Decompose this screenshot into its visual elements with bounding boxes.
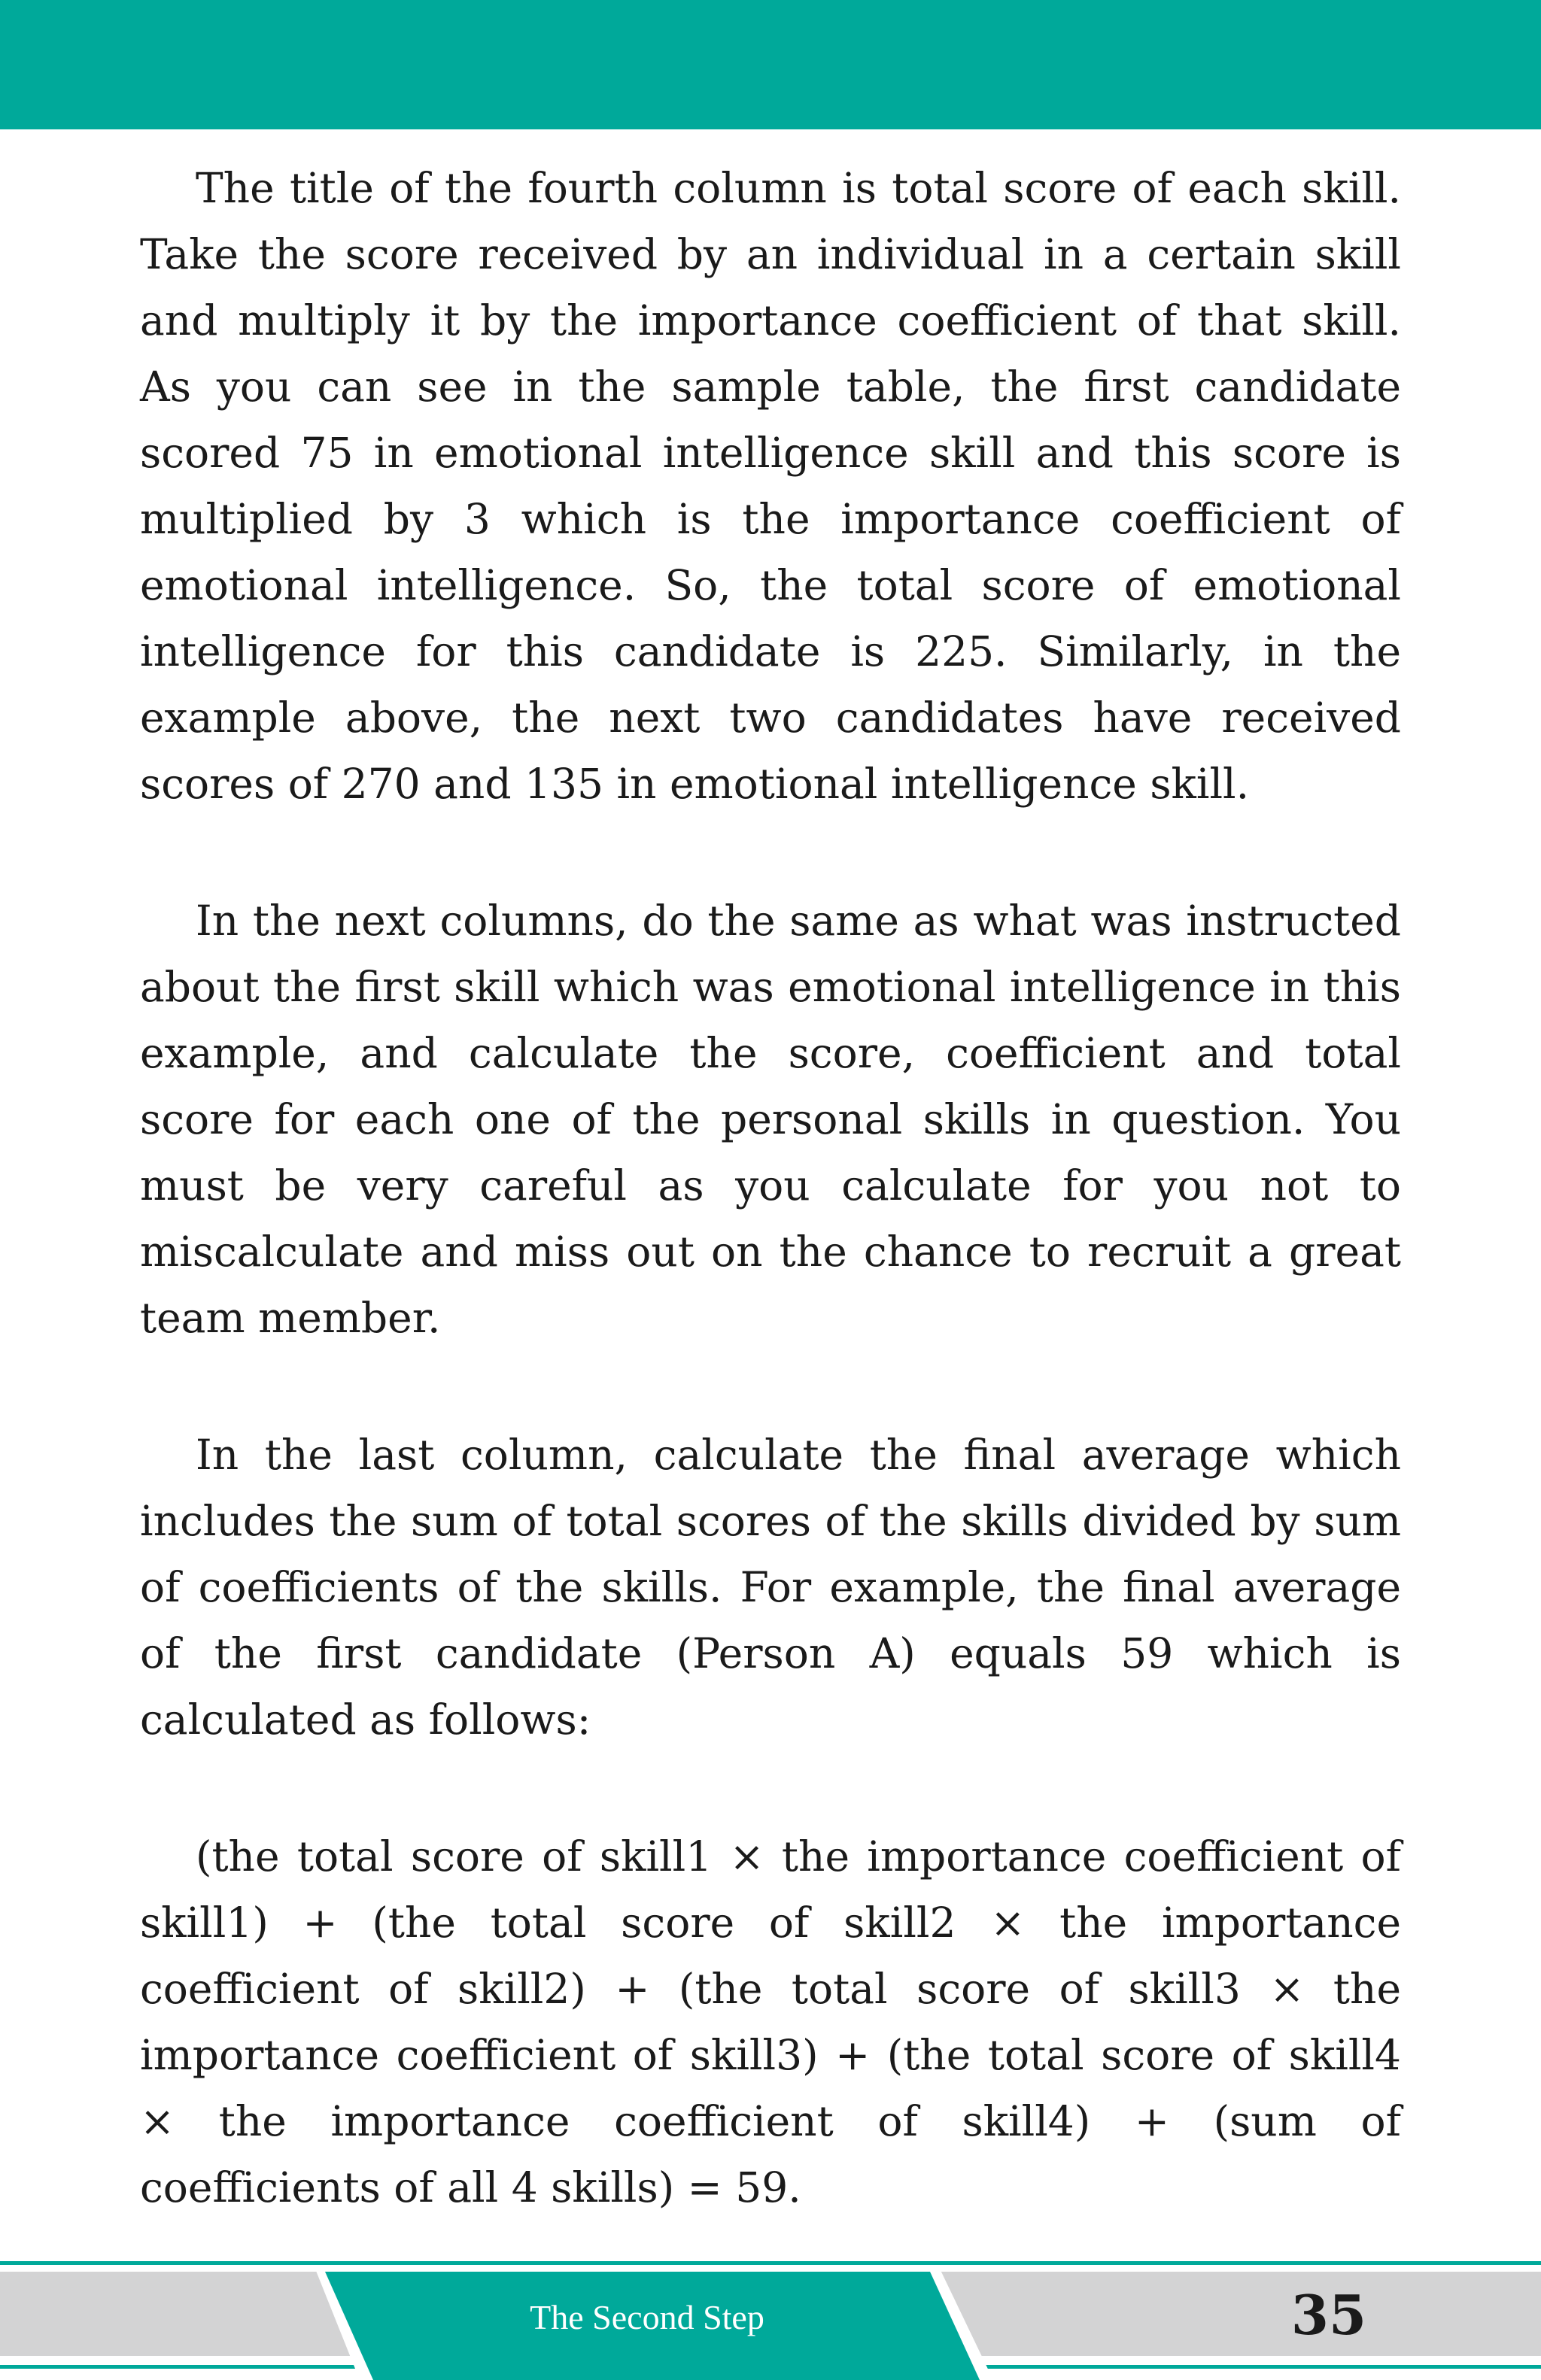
- page-body: [140, 155, 1401, 2291]
- paragraph-total-score: The title of the fourth column is total score of each skill. Take the score received by an individual in a certain skill and multiply it by the importance coefficient of that skill. As you can see in the sample table, the first candidate scored 75 in emotional intelligence skill and this score is multiplied by 3 which is the importance coefficient of emotional intelligence. So, the total score of emotional intelligence for this candidate is 225. Similarly, in the example above, the next two candidates have received scores of 270 and 135 in emotional intelligence skill.: [140, 164, 1401, 808]
- footer-section-title: The Second Step: [530, 2298, 764, 2336]
- footer-line-top: [0, 2261, 1541, 2265]
- paragraph-formula: (the total score of skill1 × the importance coefficient of skill1) + (the total score of skill2 × the importance coefficient of skill2) + (the total score of skill3 × the importance coefficient of skill3) + (the total score of skill4 × the importance coefficient of skill4) + (sum of coefficients of all 4 skills) = 59.: [140, 1832, 1401, 2212]
- page-number: 35: [1290, 2283, 1367, 2347]
- paragraph-last-column: In the last column, calculate the final average which includes the sum of total scores of the skills divided by sum of coefficients of the skills. For example, the final average of the first candidate (Person A) equals 59 which is calculated as follows:: [140, 1431, 1401, 1744]
- header-band: [0, 0, 1541, 129]
- paragraph-next-columns: In the next columns, do the same as what was instructed about the first skill which was emotional intelligence in this example, and calculate the score, coefficient and total score for each one of the personal skills in question. You must be very careful as you calculate for you not to miscalculate and miss out on the chance to recruit a great team member.: [140, 897, 1401, 1342]
